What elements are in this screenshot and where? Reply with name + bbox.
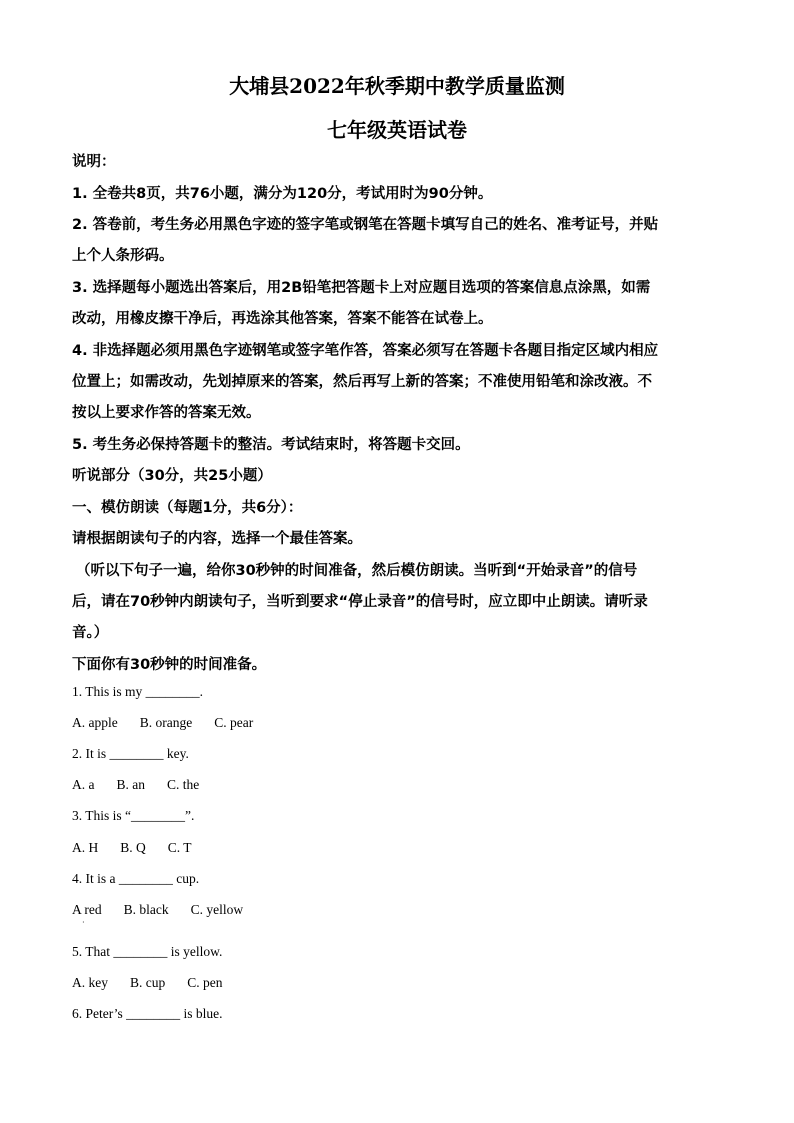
instruction-line: 5. 考生务必保持答题卡的整洁。考试结束时，将答题卡交回。 <box>72 437 470 453</box>
option-a: A. apple <box>72 715 118 730</box>
question-stem: 3. This is “________”. <box>72 808 195 823</box>
section-heading: 听说部分（30分，共25小题） <box>72 468 272 484</box>
option-b: B. orange <box>139 715 193 730</box>
exam-subtitle: 七年级英语试卷 <box>327 118 467 142</box>
option-c: C. T <box>167 840 192 855</box>
option-a: A. H <box>72 840 99 855</box>
question-options <box>72 715 275 731</box>
instruction-line: 3. 选择题每小题选出答案后，用2B铅笔把答题卡上对应题目选项的答案信息点涂黑，如需 <box>72 280 651 296</box>
option-c: C. pen <box>187 975 223 990</box>
option-b: B. cup <box>130 975 166 990</box>
instructions-label: 说明： <box>72 154 116 170</box>
instruction-line: 1. 全卷共8页，共76小题，满分为120分，考试用时为90分钟。 <box>72 186 493 202</box>
option-a: A. a <box>72 777 95 792</box>
option-b: B. black <box>123 902 169 917</box>
instruction-line: 按以上要求作答的答案无效。 <box>72 405 261 421</box>
question-stem: 1. This is my ________. <box>72 684 204 699</box>
stray-dot: · <box>82 918 85 927</box>
question-options <box>72 777 221 793</box>
option-c: C. yellow <box>190 902 244 917</box>
part-directive: 请根据朗读句子的内容，选择一个最佳答案。 <box>72 531 362 547</box>
option-a: A red <box>72 902 102 917</box>
option-a: A. key <box>72 975 108 990</box>
option-c: C. the <box>167 777 200 792</box>
part-title: 一、模仿朗读（每题1分，共6分）： <box>72 500 303 516</box>
instruction-line: 改动，用橡皮擦干净后，再选涂其他答案，答案不能答在试卷上。 <box>72 311 493 327</box>
instruction-line: 4. 非选择题必须用黑色字迹钢笔或签字笔作答，答案必须写在答题卡各题目指定区域内相应 <box>72 343 659 359</box>
part-note-line: 音。） <box>72 625 109 641</box>
question-options <box>72 902 265 918</box>
prep-note: 下面你有30秒钟的时间准备。 <box>72 657 267 673</box>
instruction-line: 上个人条形码。 <box>72 248 174 264</box>
option-c: C. pear <box>214 715 254 730</box>
question-stem: 6. Peter’s ________ is blue. <box>72 1006 223 1021</box>
question-stem: 5. That ________ is yellow. <box>72 944 223 959</box>
instruction-line: 2. 答卷前，考生务必用黑色字迹的签字笔或钢笔在答题卡填写自己的姓名、准考证号，并贴 <box>72 217 659 233</box>
question-stem: 2. It is ________ key. <box>72 746 189 761</box>
exam-title: 大埔县2022年秋季期中教学质量监测 <box>229 74 565 98</box>
question-options <box>72 840 214 856</box>
question-options <box>72 975 245 991</box>
question-stem: 4. It is a ________ cup. <box>72 871 200 886</box>
instruction-line: 位置上；如需改动，先划掉原来的答案，然后再写上新的答案；不准使用铅笔和涂改液。不 <box>72 374 652 390</box>
part-note-line: （听以下句子一遍，给你30秒钟的时间准备，然后模仿朗读。当听到“开始录音”的信号 <box>76 563 638 579</box>
part-note-line: 后，请在70秒钟内朗读句子，当听到要求“停止录音”的信号时，应立即中止朗读。请听录 <box>72 594 648 610</box>
option-b: B. an <box>116 777 145 792</box>
option-b: B. Q <box>120 840 146 855</box>
